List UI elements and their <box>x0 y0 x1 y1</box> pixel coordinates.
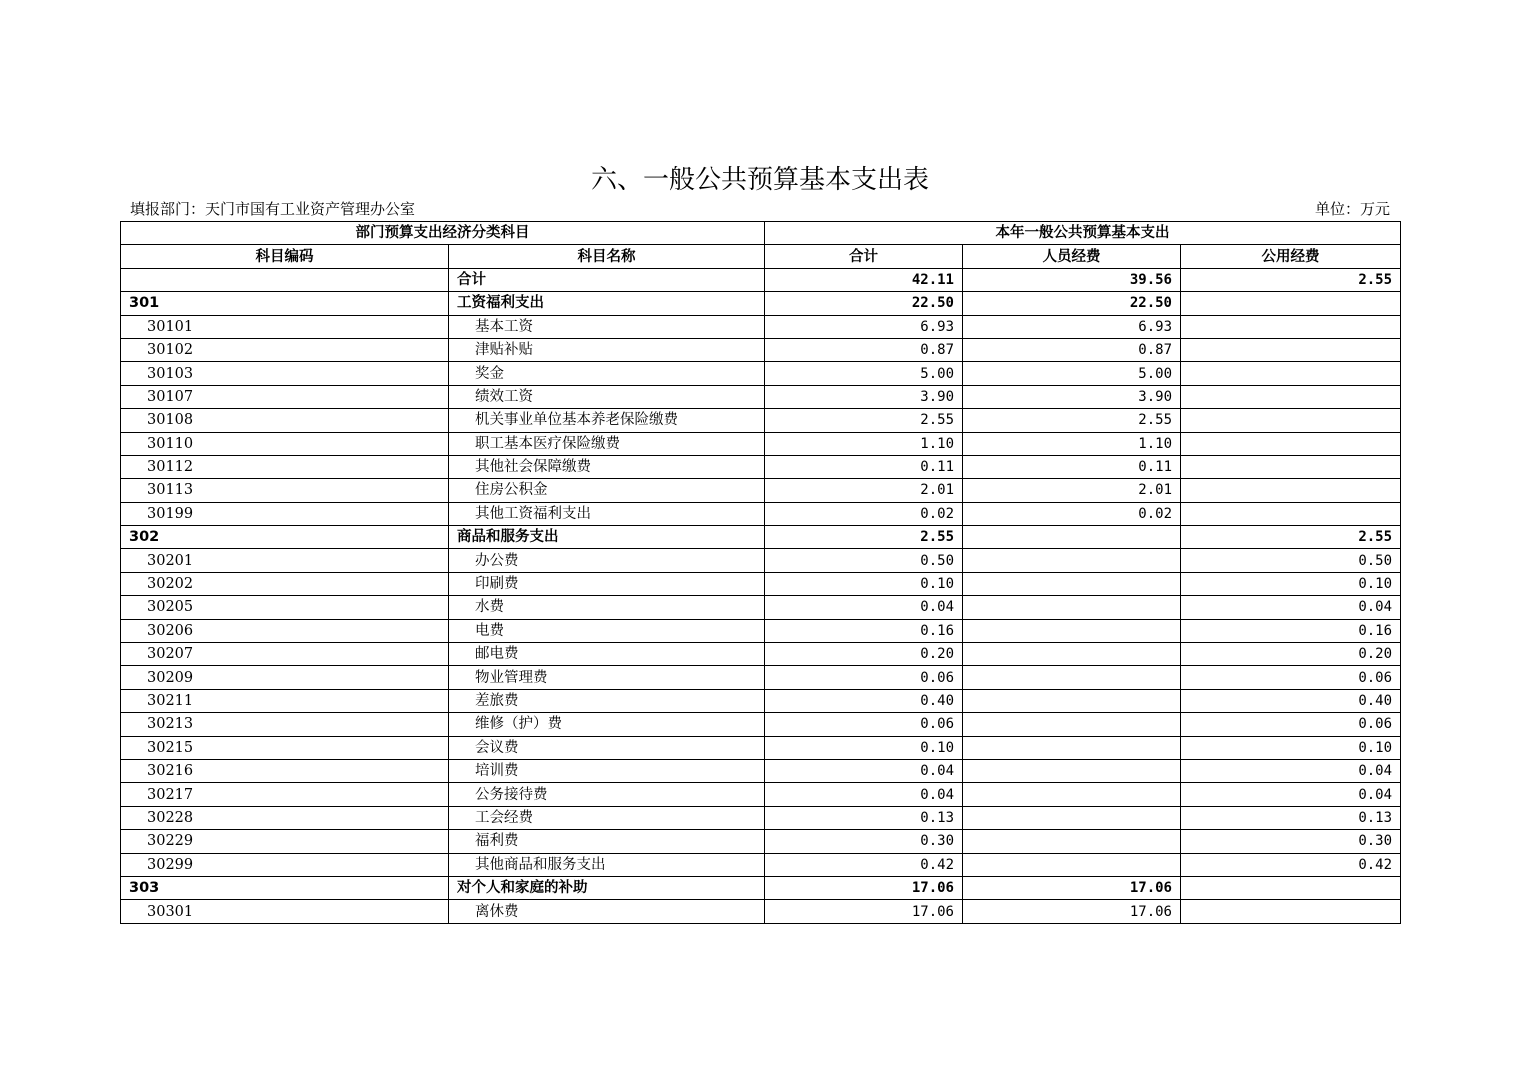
table-row <box>121 526 1401 549</box>
cell-personnel <box>963 596 1181 619</box>
table-row <box>121 830 1401 853</box>
cell-public <box>1181 292 1401 315</box>
cell-code: 30107 <box>121 385 449 408</box>
header-group-right: 本年一般公共预算基本支出 <box>765 222 1401 245</box>
cell-total: 0.16 <box>765 619 963 642</box>
cell-code: 30202 <box>121 572 449 595</box>
cell-personnel <box>963 853 1181 876</box>
table-row <box>121 455 1401 478</box>
cell-personnel: 0.02 <box>963 502 1181 525</box>
cell-public <box>1181 338 1401 361</box>
cell-total: 0.30 <box>765 830 963 853</box>
cell-personnel: 5.00 <box>963 362 1181 385</box>
cell-name: 工会经费 <box>449 806 765 829</box>
cell-total: 2.01 <box>765 479 963 502</box>
cell-name: 邮电费 <box>449 643 765 666</box>
cell-name: 其他商品和服务支出 <box>449 853 765 876</box>
header-group-left: 部门预算支出经济分类科目 <box>121 222 765 245</box>
table-row <box>121 502 1401 525</box>
budget-table <box>120 221 1401 924</box>
cell-personnel <box>963 713 1181 736</box>
cell-code: 30113 <box>121 479 449 502</box>
table-row <box>121 338 1401 361</box>
cell-total: 0.06 <box>765 666 963 689</box>
header-public: 公用经费 <box>1181 245 1401 268</box>
cell-public: 0.40 <box>1181 689 1401 712</box>
cell-public <box>1181 455 1401 478</box>
cell-public: 0.06 <box>1181 666 1401 689</box>
cell-total: 0.10 <box>765 572 963 595</box>
cell-name: 绩效工资 <box>449 385 765 408</box>
table-row <box>121 479 1401 502</box>
cell-code: 30211 <box>121 689 449 712</box>
cell-code: 30299 <box>121 853 449 876</box>
cell-total: 0.20 <box>765 643 963 666</box>
cell-total: 6.93 <box>765 315 963 338</box>
cell-public: 0.30 <box>1181 830 1401 853</box>
table-row <box>121 572 1401 595</box>
cell-code: 30101 <box>121 315 449 338</box>
cell-total: 2.55 <box>765 526 963 549</box>
cell-public <box>1181 876 1401 899</box>
cell-total: 0.11 <box>765 455 963 478</box>
cell-public: 0.10 <box>1181 736 1401 759</box>
cell-personnel: 17.06 <box>963 876 1181 899</box>
cell-total: 3.90 <box>765 385 963 408</box>
cell-name: 其他工资福利支出 <box>449 502 765 525</box>
cell-total: 17.06 <box>765 900 963 923</box>
cell-personnel <box>963 572 1181 595</box>
cell-total: 0.04 <box>765 759 963 782</box>
cell-personnel: 2.01 <box>963 479 1181 502</box>
cell-name: 印刷费 <box>449 572 765 595</box>
cell-total: 0.02 <box>765 502 963 525</box>
cell-personnel <box>963 806 1181 829</box>
cell-personnel <box>963 759 1181 782</box>
cell-name: 差旅费 <box>449 689 765 712</box>
cell-public: 0.20 <box>1181 643 1401 666</box>
table-row <box>121 713 1401 736</box>
cell-code: 30108 <box>121 409 449 432</box>
table-row <box>121 619 1401 642</box>
cell-personnel: 0.11 <box>963 455 1181 478</box>
cell-code: 30229 <box>121 830 449 853</box>
cell-personnel: 1.10 <box>963 432 1181 455</box>
cell-code: 302 <box>121 526 449 549</box>
cell-personnel: 0.87 <box>963 338 1181 361</box>
cell-personnel <box>963 830 1181 853</box>
cell-total: 0.87 <box>765 338 963 361</box>
cell-name: 其他社会保障缴费 <box>449 455 765 478</box>
cell-name: 对个人和家庭的补助 <box>449 876 765 899</box>
cell-total: 0.40 <box>765 689 963 712</box>
cell-code: 30207 <box>121 643 449 666</box>
cell-name: 电费 <box>449 619 765 642</box>
cell-name: 办公费 <box>449 549 765 572</box>
cell-name: 职工基本医疗保险缴费 <box>449 432 765 455</box>
cell-personnel <box>963 619 1181 642</box>
table-row <box>121 759 1401 782</box>
cell-public <box>1181 385 1401 408</box>
cell-public: 2.55 <box>1181 526 1401 549</box>
cell-personnel: 3.90 <box>963 385 1181 408</box>
table-row <box>121 666 1401 689</box>
cell-total: 0.50 <box>765 549 963 572</box>
cell-total: 0.04 <box>765 596 963 619</box>
cell-public <box>1181 502 1401 525</box>
cell-name: 机关事业单位基本养老保险缴费 <box>449 409 765 432</box>
table-row <box>121 853 1401 876</box>
cell-code: 30112 <box>121 455 449 478</box>
header-total: 合计 <box>765 245 963 268</box>
header-group-row <box>121 222 1401 245</box>
header-name: 科目名称 <box>449 245 765 268</box>
table-row <box>121 385 1401 408</box>
cell-name: 公务接待费 <box>449 783 765 806</box>
cell-total: 0.04 <box>765 783 963 806</box>
cell-personnel <box>963 736 1181 759</box>
cell-code: 30217 <box>121 783 449 806</box>
cell-personnel <box>963 666 1181 689</box>
cell-personnel <box>963 643 1181 666</box>
cell-public <box>1181 900 1401 923</box>
cell-name: 福利费 <box>449 830 765 853</box>
cell-public: 0.13 <box>1181 806 1401 829</box>
cell-name: 维修（护）费 <box>449 713 765 736</box>
cell-total: 2.55 <box>765 409 963 432</box>
table-row <box>121 409 1401 432</box>
table-row <box>121 900 1401 923</box>
cell-code: 30213 <box>121 713 449 736</box>
cell-public <box>1181 432 1401 455</box>
cell-personnel <box>963 526 1181 549</box>
cell-code: 30215 <box>121 736 449 759</box>
cell-code: 301 <box>121 292 449 315</box>
cell-public: 0.06 <box>1181 713 1401 736</box>
table-row <box>121 689 1401 712</box>
cell-name: 水费 <box>449 596 765 619</box>
table-row <box>121 806 1401 829</box>
cell-personnel: 17.06 <box>963 900 1181 923</box>
table-row <box>121 292 1401 315</box>
cell-public: 0.04 <box>1181 759 1401 782</box>
cell-personnel: 22.50 <box>963 292 1181 315</box>
cell-public: 0.50 <box>1181 549 1401 572</box>
cell-personnel <box>963 783 1181 806</box>
header-personnel: 人员经费 <box>963 245 1181 268</box>
table-row <box>121 643 1401 666</box>
cell-public: 0.04 <box>1181 596 1401 619</box>
cell-code: 30205 <box>121 596 449 619</box>
cell-total: 0.06 <box>765 713 963 736</box>
cell-code: 30206 <box>121 619 449 642</box>
table-row <box>121 783 1401 806</box>
cell-public: 0.10 <box>1181 572 1401 595</box>
cell-total: 5.00 <box>765 362 963 385</box>
cell-total: 1.10 <box>765 432 963 455</box>
cell-personnel <box>963 689 1181 712</box>
cell-public <box>1181 479 1401 502</box>
table-row <box>121 362 1401 385</box>
cell-total: 22.50 <box>765 292 963 315</box>
table-row <box>121 876 1401 899</box>
table-row <box>121 736 1401 759</box>
cell-public: 2.55 <box>1181 268 1401 291</box>
cell-public <box>1181 409 1401 432</box>
cell-name: 津贴补贴 <box>449 338 765 361</box>
cell-public <box>1181 362 1401 385</box>
cell-public: 0.04 <box>1181 783 1401 806</box>
cell-total: 0.10 <box>765 736 963 759</box>
cell-code: 303 <box>121 876 449 899</box>
cell-total: 42.11 <box>765 268 963 291</box>
table-row <box>121 268 1401 291</box>
department-label: 填报部门：天门市国有工业资产管理办公室 <box>130 200 416 218</box>
header-code: 科目编码 <box>121 245 449 268</box>
cell-code: 30209 <box>121 666 449 689</box>
cell-total: 0.42 <box>765 853 963 876</box>
cell-personnel: 2.55 <box>963 409 1181 432</box>
cell-name: 奖金 <box>449 362 765 385</box>
cell-public: 0.16 <box>1181 619 1401 642</box>
cell-public: 0.42 <box>1181 853 1401 876</box>
table-row <box>121 549 1401 572</box>
table-body <box>121 268 1401 923</box>
page-title: 六、一般公共预算基本支出表 <box>590 165 929 195</box>
header-column-row <box>121 245 1401 268</box>
cell-name: 商品和服务支出 <box>449 526 765 549</box>
unit-label: 单位：万元 <box>1314 200 1390 218</box>
cell-name: 物业管理费 <box>449 666 765 689</box>
meta-row <box>130 198 1390 220</box>
cell-total: 17.06 <box>765 876 963 899</box>
cell-code: 30216 <box>121 759 449 782</box>
cell-code <box>121 268 449 291</box>
cell-name: 离休费 <box>449 900 765 923</box>
cell-name: 合计 <box>449 268 765 291</box>
cell-personnel: 6.93 <box>963 315 1181 338</box>
table-row <box>121 315 1401 338</box>
cell-name: 工资福利支出 <box>449 292 765 315</box>
cell-personnel: 39.56 <box>963 268 1181 291</box>
cell-code: 30110 <box>121 432 449 455</box>
cell-code: 30103 <box>121 362 449 385</box>
cell-personnel <box>963 549 1181 572</box>
cell-public <box>1181 315 1401 338</box>
cell-code: 30228 <box>121 806 449 829</box>
table-row <box>121 432 1401 455</box>
cell-code: 30199 <box>121 502 449 525</box>
cell-code: 30102 <box>121 338 449 361</box>
cell-name: 基本工资 <box>449 315 765 338</box>
cell-code: 30301 <box>121 900 449 923</box>
cell-name: 住房公积金 <box>449 479 765 502</box>
cell-name: 培训费 <box>449 759 765 782</box>
cell-code: 30201 <box>121 549 449 572</box>
cell-name: 会议费 <box>449 736 765 759</box>
cell-total: 0.13 <box>765 806 963 829</box>
table-row <box>121 596 1401 619</box>
